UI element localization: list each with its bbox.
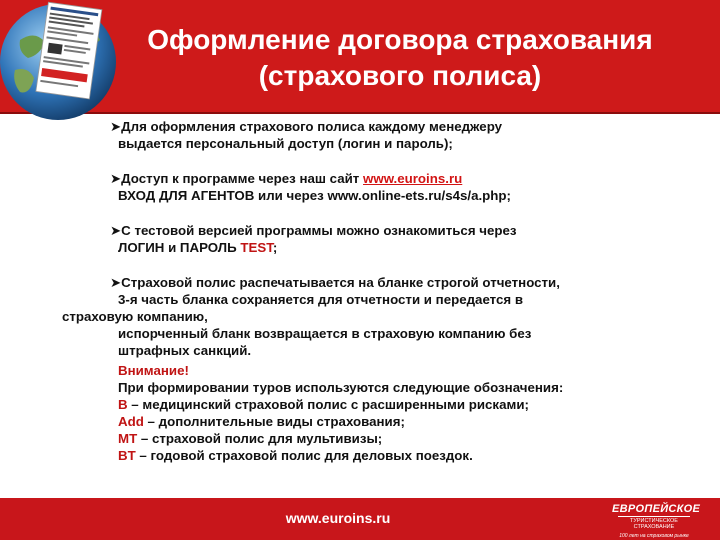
code-label: B xyxy=(118,397,128,412)
item-text: С тестовой версией программы можно ознакомиться через xyxy=(121,223,517,238)
item-text: страховую компанию, xyxy=(62,309,208,324)
item-text: ; xyxy=(272,240,278,255)
title-line-1: Оформление договора страхования xyxy=(147,24,653,55)
globe-illustration xyxy=(0,0,125,122)
title-line-2: (страхового полиса) xyxy=(258,60,542,91)
site-link[interactable]: www.euroins.ru xyxy=(363,171,463,186)
item-text: Доступ к программе через наш сайт xyxy=(121,171,364,186)
item-text: 3-я часть бланка сохраняется для отчетности и передается в xyxy=(118,292,524,307)
arrow-bullet-icon: ➤ xyxy=(110,119,122,134)
page-title xyxy=(130,22,670,94)
item-text: ЛОГИН и ПАРОЛЬ xyxy=(118,240,241,255)
list-item xyxy=(110,118,710,152)
item-text: испорченный бланк возвращается в страховую компанию без xyxy=(118,326,532,341)
code-desc: – медицинский страховой полис с расширенными рисками; xyxy=(127,397,529,412)
code-desc: – годовой страховой полис для деловых поездок. xyxy=(135,448,473,463)
item-text: или через www.online-ets.ru/s4s/a.php; xyxy=(254,188,511,203)
item-text: выдается персональный доступ (логин и пароль); xyxy=(118,136,453,151)
list-item xyxy=(62,274,710,359)
notice-heading: Внимание! xyxy=(118,363,189,378)
arrow-bullet-icon: ➤ xyxy=(110,223,122,238)
logo-subtitle: ТУРИСТИЧЕСКОЕ СТРАХОВАНИЕ xyxy=(630,518,678,530)
logo-tagline: 100 лет на страховом рынке xyxy=(619,533,689,539)
code-label: MT xyxy=(118,431,138,446)
code-label: BT xyxy=(118,448,136,463)
code-desc: – страховой полис для мультивизы; xyxy=(137,431,383,446)
content-body xyxy=(62,118,710,464)
test-credential: TEST xyxy=(240,240,273,255)
code-label: Add xyxy=(118,414,144,429)
notice-intro: При формировании туров используются следующие обозначения: xyxy=(118,380,564,395)
arrow-bullet-icon: ➤ xyxy=(110,171,122,186)
logo-title: ЕВРОПЕЙСКОЕ xyxy=(612,503,701,515)
item-text: штрафных санкций. xyxy=(118,343,252,358)
agents-login-label: ВХОД ДЛЯ АГЕНТОВ xyxy=(118,188,255,203)
list-item xyxy=(110,170,710,204)
notice-block xyxy=(110,362,710,464)
list-item xyxy=(110,222,710,256)
arrow-bullet-icon: ➤ xyxy=(110,275,122,290)
item-text: Страховой полис распечатывается на бланке строгой отчетности, xyxy=(121,275,560,290)
item-text: Для оформления страхового полиса каждому менеджеру xyxy=(121,119,503,134)
code-desc: – дополнительные виды страхования; xyxy=(143,414,405,429)
company-logo xyxy=(612,503,701,539)
footer-bar xyxy=(0,498,720,540)
footer-url-link[interactable]: www.euroins.ru xyxy=(285,510,391,526)
